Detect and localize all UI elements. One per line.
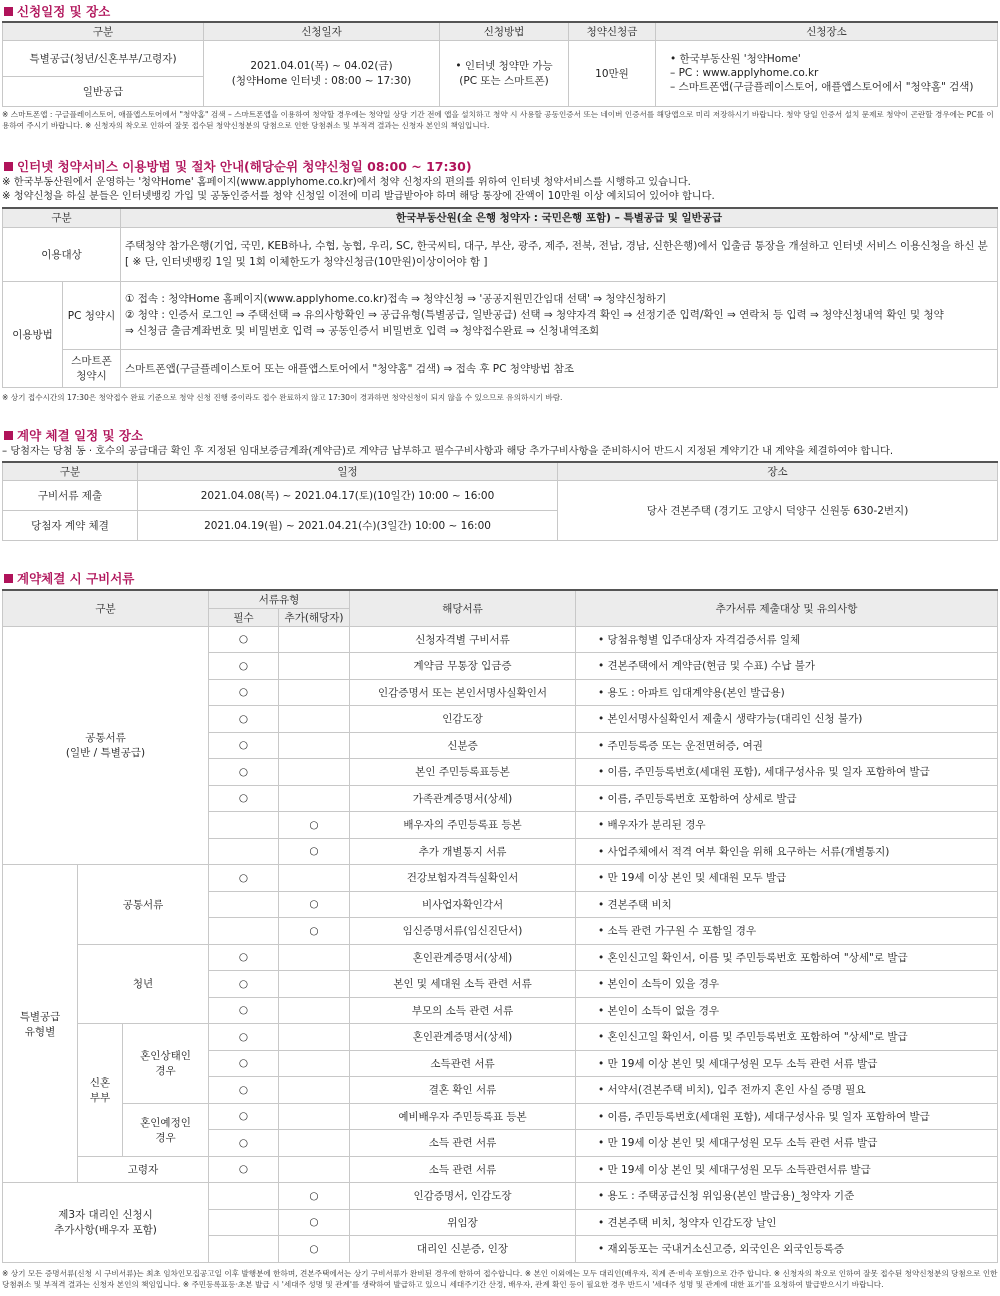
- required-mark: ○: [209, 759, 279, 786]
- document-note: • 재외동포는 국내거소신고증, 외국인은 외국인등록증: [576, 1236, 998, 1263]
- document-note: • 견본주택 비치, 청약자 인감도장 날인: [576, 1209, 998, 1236]
- header-category: 구분: [3, 208, 121, 227]
- category-general-supply: 일반공급: [3, 76, 204, 106]
- document-name: 인감증명서 또는 본인서명사실확인서: [350, 679, 576, 706]
- application-schedule-table: [2, 21, 998, 107]
- required-mark: ○: [209, 679, 279, 706]
- document-note: • 용도 : 아파트 임대계약용(본인 발급용): [576, 679, 998, 706]
- document-name: 인감도장: [350, 706, 576, 733]
- header-schedule: 일정: [138, 462, 558, 480]
- group-married: 혼인상태인 경우: [123, 1024, 209, 1104]
- document-note: • 이름, 주민등록번호(세대원 포함), 세대구성사유 및 일자 포함하여 발급: [576, 1103, 998, 1130]
- document-name: 소득관련 서류: [350, 1050, 576, 1077]
- additional-mark: [279, 732, 350, 759]
- document-name: 대리인 신분증, 인장: [350, 1236, 576, 1263]
- document-name: 본인 주민등록표등본: [350, 759, 576, 786]
- document-note: • 주민등록증 또는 운전면허증, 여권: [576, 732, 998, 759]
- additional-mark: ○: [279, 1209, 350, 1236]
- square-bullet-icon: [4, 7, 13, 16]
- document-name: 위임장: [350, 1209, 576, 1236]
- group-elderly: 고령자: [78, 1156, 209, 1183]
- required-mark: ○: [209, 1050, 279, 1077]
- document-row: [3, 1183, 998, 1210]
- document-row: [3, 944, 998, 971]
- document-name: 건강보험자격득실확인서: [350, 865, 576, 892]
- additional-mark: ○: [279, 918, 350, 945]
- document-name: 결혼 확인 서류: [350, 1077, 576, 1104]
- smartphone-application-label: 스마트폰 청약시: [63, 349, 121, 387]
- section-title-text: 신청일정 및 장소: [17, 4, 111, 19]
- document-note: • 서약서(견본주택 비치), 입주 전까지 혼인 사실 증명 필요: [576, 1077, 998, 1104]
- usage-method-label: 이용방법: [3, 281, 63, 387]
- document-note: • 배우자가 분리된 경우: [576, 812, 998, 839]
- document-name: 소득 관련 서류: [350, 1156, 576, 1183]
- document-name: 인감증명서, 인감도장: [350, 1183, 576, 1210]
- document-note: • 만 19세 이상 본인 및 세대구성원 모두 소득관련서류 발급: [576, 1156, 998, 1183]
- document-name: 추가 개별통지 서류: [350, 838, 576, 865]
- pc-application-label: PC 청약시: [63, 281, 121, 349]
- document-note: • 만 19세 이상 본인 및 세대구성원 모두 소득 관련 서류 발급: [576, 1130, 998, 1157]
- group-special-supply: 특별공급 유형별: [3, 865, 78, 1183]
- section-title-contract-schedule: [4, 426, 143, 444]
- additional-mark: [279, 1024, 350, 1051]
- required-mark: [209, 1209, 279, 1236]
- required-mark: ○: [209, 785, 279, 812]
- document-note: • 혼인신고일 확인서, 이름 및 주민등록번호 포함하여 "상세"로 발급: [576, 944, 998, 971]
- header-place: 장소: [558, 462, 998, 480]
- required-mark: [209, 812, 279, 839]
- document-submission-date: 2021.04.08(목) ~ 2021.04.17(토)(10일간) 10:00 ~ 16:00: [138, 480, 558, 510]
- section-title-text: 계약체결 시 구비서류: [17, 571, 135, 586]
- document-note: • 이름, 주민등록번호(세대원 포함), 세대구성사유 및 일자 포함하여 발급: [576, 759, 998, 786]
- additional-mark: [279, 971, 350, 998]
- document-name: 부모의 소득 관련 서류: [350, 997, 576, 1024]
- section-title-application-schedule: [4, 2, 110, 20]
- application-method-cell: • 인터넷 청약만 가능 (PC 또는 스마트폰): [440, 40, 569, 106]
- header-category: 구분: [3, 590, 209, 626]
- eligible-users-text: 주택청약 참가은행(기업, 국민, KEB하나, 수협, 농협, 우리, SC, 한국씨티, 대구, 부산, 광주, 제주, 전북, 전남, 경남, 신한은행)에서 입출금 통장을 개설하고 인터넷 서비스 이용신청을 하신 분 [ ※ 단, 인터넷뱅킹 1일 및 1회 이체한도가 청약신청금(10만원)이상이어야 함 ]: [121, 227, 998, 281]
- additional-mark: [279, 944, 350, 971]
- header-category: 구분: [3, 462, 138, 480]
- group-common-documents: 공통서류 (일반 / 특별공급): [3, 626, 209, 865]
- internet-intro-1: ※ 한국부동산원에서 운영하는 '청약Home' 홈페이지(www.applyhome.co.kr)에서 청약 신청자의 편의를 위하여 인터넷 청약서비스를 시행하고 있습니다.: [2, 177, 691, 188]
- required-mark: ○: [209, 626, 279, 653]
- required-mark: ○: [209, 997, 279, 1024]
- document-row: [3, 1103, 998, 1130]
- required-mark: [209, 1236, 279, 1263]
- header-category: 구분: [3, 22, 204, 40]
- document-submission-label: 구비서류 제출: [3, 480, 138, 510]
- document-name: 혼인관계증명서(상세): [350, 944, 576, 971]
- pc-application-steps: ① 접속 : 청약Home 홈페이지(www.applyhome.co.kr)접속 ⇒ 청약신청 ⇒ '공공지원민간임대 선택' ⇒ 청약신청하기 ② 청약 : 인증서 로그인 ⇒ 주택선택 ⇒ 유의사항확인 ⇒ 공급유형(특별공급, 일반공급) 선택 ⇒ 청약자격 확인 ⇒ 선정기준 입력/확인 ⇒ 연락처 등 입력 ⇒ 청약신청내역 확인 및 청약 ⇒ 신청금 출금계좌번호 및 비밀번호 입력 ⇒ 공동인증서 비밀번호 입력 ⇒ 청약접수완료 ⇒ 신청내역조회: [121, 281, 998, 349]
- internet-service-table: [2, 207, 998, 388]
- document-note: • 당첨유형별 입주대상자 자격검증서류 일체: [576, 626, 998, 653]
- document-name: 소득 관련 서류: [350, 1130, 576, 1157]
- additional-mark: [279, 759, 350, 786]
- required-mark: ○: [209, 1103, 279, 1130]
- document-note: • 본인이 소득이 있을 경우: [576, 971, 998, 998]
- square-bullet-icon: [4, 162, 13, 171]
- square-bullet-icon: [4, 574, 13, 583]
- required-mark: [209, 918, 279, 945]
- contract-schedule-table: [2, 461, 998, 541]
- document-note: • 견본주택에서 계약금(현금 및 수표) 수납 불가: [576, 653, 998, 680]
- required-mark: [209, 891, 279, 918]
- document-name: 임신증명서류(임신진단서): [350, 918, 576, 945]
- document-name: 가족관계증명서(상세): [350, 785, 576, 812]
- group-youth: 청년: [78, 944, 209, 1024]
- application-date-cell: 2021.04.01(목) ~ 04.02(금) (청약Home 인터넷 : 08:00 ~ 17:30): [204, 40, 440, 106]
- document-note: • 만 19세 이상 본인 및 세대원 모두 발급: [576, 865, 998, 892]
- document-note: • 본인서명사실확인서 제출시 생략가능(대리인 신청 불가): [576, 706, 998, 733]
- additional-mark: ○: [279, 1183, 350, 1210]
- document-note: • 소득 관련 가구원 수 포함일 경우: [576, 918, 998, 945]
- header-required: 필수: [209, 608, 279, 626]
- internet-intro-2: ※ 청약신청을 하실 분들은 인터넷뱅킹 가입 및 공동인증서를 청약 신청일 이전에 미리 발급받아야 하며 해당 통장에 잔액이 10만원 이상 예치되어 있어야 합니다.: [2, 191, 715, 202]
- document-name: 계약금 무통장 입금증: [350, 653, 576, 680]
- required-mark: ○: [209, 1156, 279, 1183]
- contract-place: 당사 견본주택 (경기도 고양시 덕양구 신원동 630-2번지): [558, 480, 998, 540]
- additional-mark: [279, 1077, 350, 1104]
- required-mark: ○: [209, 865, 279, 892]
- additional-mark: [279, 1156, 350, 1183]
- header-document-type: 서류유형: [209, 590, 350, 608]
- required-mark: ○: [209, 944, 279, 971]
- header-date: 신청일자: [204, 22, 440, 40]
- square-bullet-icon: [4, 431, 13, 440]
- additional-mark: ○: [279, 838, 350, 865]
- document-row: [3, 1024, 998, 1051]
- contract-signing-label: 당첨자 계약 체결: [3, 510, 138, 540]
- header-additional: 추가(해당자): [279, 608, 350, 626]
- eligible-users-label: 이용대상: [3, 227, 121, 281]
- document-note: • 본인이 소득이 없을 경우: [576, 997, 998, 1024]
- document-name: 비사업자확인각서: [350, 891, 576, 918]
- additional-mark: [279, 653, 350, 680]
- document-name: 본인 및 세대원 소득 관련 서류: [350, 971, 576, 998]
- category-special-supply: 특별공급(청년/신혼부부/고령자): [3, 40, 204, 76]
- document-note: • 혼인신고일 확인서, 이름 및 주민등록번호 포함하여 "상세"로 발급: [576, 1024, 998, 1051]
- document-row: [3, 626, 998, 653]
- required-mark: [209, 1183, 279, 1210]
- document-name: 혼인관계증명서(상세): [350, 1024, 576, 1051]
- document-name: 배우자의 주민등록표 등본: [350, 812, 576, 839]
- additional-mark: ○: [279, 891, 350, 918]
- document-note: • 견본주택 비치: [576, 891, 998, 918]
- contract-signing-date: 2021.04.19(월) ~ 2021.04.21(수)(3일간) 10:00 ~ 16:00: [138, 510, 558, 540]
- document-name: 신청자격별 구비서류: [350, 626, 576, 653]
- document-note: • 이름, 주민등록번호 포함하여 상세로 발급: [576, 785, 998, 812]
- required-mark: ○: [209, 732, 279, 759]
- document-note: • 사업주체에서 적격 여부 확인을 위해 요구하는 서류(개별통지): [576, 838, 998, 865]
- required-mark: ○: [209, 1077, 279, 1104]
- required-mark: ○: [209, 1024, 279, 1051]
- required-documents-table: [2, 589, 998, 1263]
- section4-note: ※ 상기 모든 증명서류(신청 시 구비서류)는 최초 임차인모집공고일 이후 발행분에 한하며, 견본주택에서는 상기 구비서류가 완비된 경우에 한하여 접수합니다. ※ 본인 이외에는 모두 대리인(배우자, 직계 존·비속 포함)으로 간주 합니다. ※ 신청자의 착오로 인하여 잘못 접수된 청약신청분의 당첨으로 인한 당첨취소 및 부적격 결과는 신청자 본인의 책임입니다. ※ 주민등록표등·초본 발급 시 '세대주 성명 및 관계'를 생략하여 발급하고 있으니 세대주기간 산정, 배우자, 관계 확인 등이 필요한 경우 반드시 '세대주 성명 및 관계에 대한 표기'를 요청하여 발급받으시기 바랍니다.: [2, 1269, 998, 1289]
- section2-note: ※ 상기 접수시간의 17:30은 청약접수 완료 기준으로 청약 신청 진행 중이라도 접수 완료하지 않고 17:30이 경과하면 청약신청이 되지 않을 수 있으므로 유의하시기 바람.: [2, 393, 563, 402]
- header-notes: 추가서류 제출대상 및 유의사항: [576, 590, 998, 626]
- group-third-party: 제3자 대리인 신청시 추가사항(배우자 포함): [3, 1183, 209, 1263]
- document-note: • 용도 : 주택공급신청 위임용(본인 발급용)_청약자 기준: [576, 1183, 998, 1210]
- header-place: 신청장소: [656, 22, 998, 40]
- application-place-cell: • 한국부동산원 '청약Home' – PC : www.applyhome.co.kr – 스마트폰앱(구글플레이스토어, 애플앱스토어에서 "청약홈" 검색): [656, 40, 998, 106]
- additional-mark: [279, 706, 350, 733]
- additional-mark: [279, 865, 350, 892]
- group-newlyweds: 신혼 부부: [78, 1024, 123, 1157]
- required-mark: [209, 838, 279, 865]
- document-row: [3, 1156, 998, 1183]
- additional-mark: [279, 679, 350, 706]
- required-mark: ○: [209, 706, 279, 733]
- additional-mark: ○: [279, 1236, 350, 1263]
- group-special-common: 공통서류: [78, 865, 209, 945]
- additional-mark: ○: [279, 812, 350, 839]
- group-planned-marriage: 혼인예정인 경우: [123, 1103, 209, 1156]
- document-name: 예비배우자 주민등록표 등본: [350, 1103, 576, 1130]
- header-deposit: 청약신청금: [569, 22, 656, 40]
- additional-mark: [279, 997, 350, 1024]
- section-title-text: 계약 체결 일정 및 장소: [17, 428, 144, 443]
- additional-mark: [279, 785, 350, 812]
- required-mark: ○: [209, 653, 279, 680]
- required-mark: ○: [209, 1130, 279, 1157]
- section1-note: ※ 스마트폰앱 : 구글플레이스토어, 애플앱스토어에서 "청약홈" 검색 – 스마트폰앱을 이용하여 청약할 경우에는 청약일 상당 기간 전에 앱을 설치하고 청약 시 사용할 공동인증서 또는 네이버 인증서를 해당앱으로 미리 저장하시기 바랍니다. 청약 당일 인증서 설치 문제로 청약이 곤란할 경우에는 PC를 이용하여 주시기 바랍니다. ※ 신청자의 착오로 인하여 잘못 접수된 청약신청분의 당첨으로 인한 당첨취소 및 부적격 결과는 신청자 본인의 책임입니다.: [2, 110, 994, 130]
- deposit-cell: 10만원: [569, 40, 656, 106]
- section-title-internet-application: [4, 157, 472, 175]
- smartphone-application-steps: 스마트폰앱(구글플레이스토어 또는 애플앱스토어에서 "청약홈" 검색) ⇒ 접속 후 PC 청약방법 참조: [121, 349, 998, 387]
- header-method: 신청방법: [440, 22, 569, 40]
- document-row: [3, 865, 998, 892]
- section-title-text: 인터넷 청약서비스 이용방법 및 절차 안내(해당순위 청약신청일 08:00 ~ 17:30): [17, 159, 472, 174]
- header-applyhome: 한국부동산원(全 은행 청약자 : 국민은행 포함) – 특별공급 및 일반공급: [121, 208, 998, 227]
- document-name: 신분증: [350, 732, 576, 759]
- required-mark: ○: [209, 971, 279, 998]
- additional-mark: [279, 1103, 350, 1130]
- document-note: • 만 19세 이상 본인 및 세대구성원 모두 소득 관련 서류 발급: [576, 1050, 998, 1077]
- additional-mark: [279, 1050, 350, 1077]
- additional-mark: [279, 626, 350, 653]
- header-document: 해당서류: [350, 590, 576, 626]
- additional-mark: [279, 1130, 350, 1157]
- contract-intro: – 당첨자는 당첨 동 · 호수의 공급대금 확인 후 지정된 임대보증금계좌(계약금)로 계약금 납부하고 필수구비사항과 해당 추가구비사항을 준비하시어 반드시 지정된 계약기간 내 계약을 체결하여야 합니다.: [2, 446, 894, 457]
- section-title-required-documents: [4, 569, 134, 587]
